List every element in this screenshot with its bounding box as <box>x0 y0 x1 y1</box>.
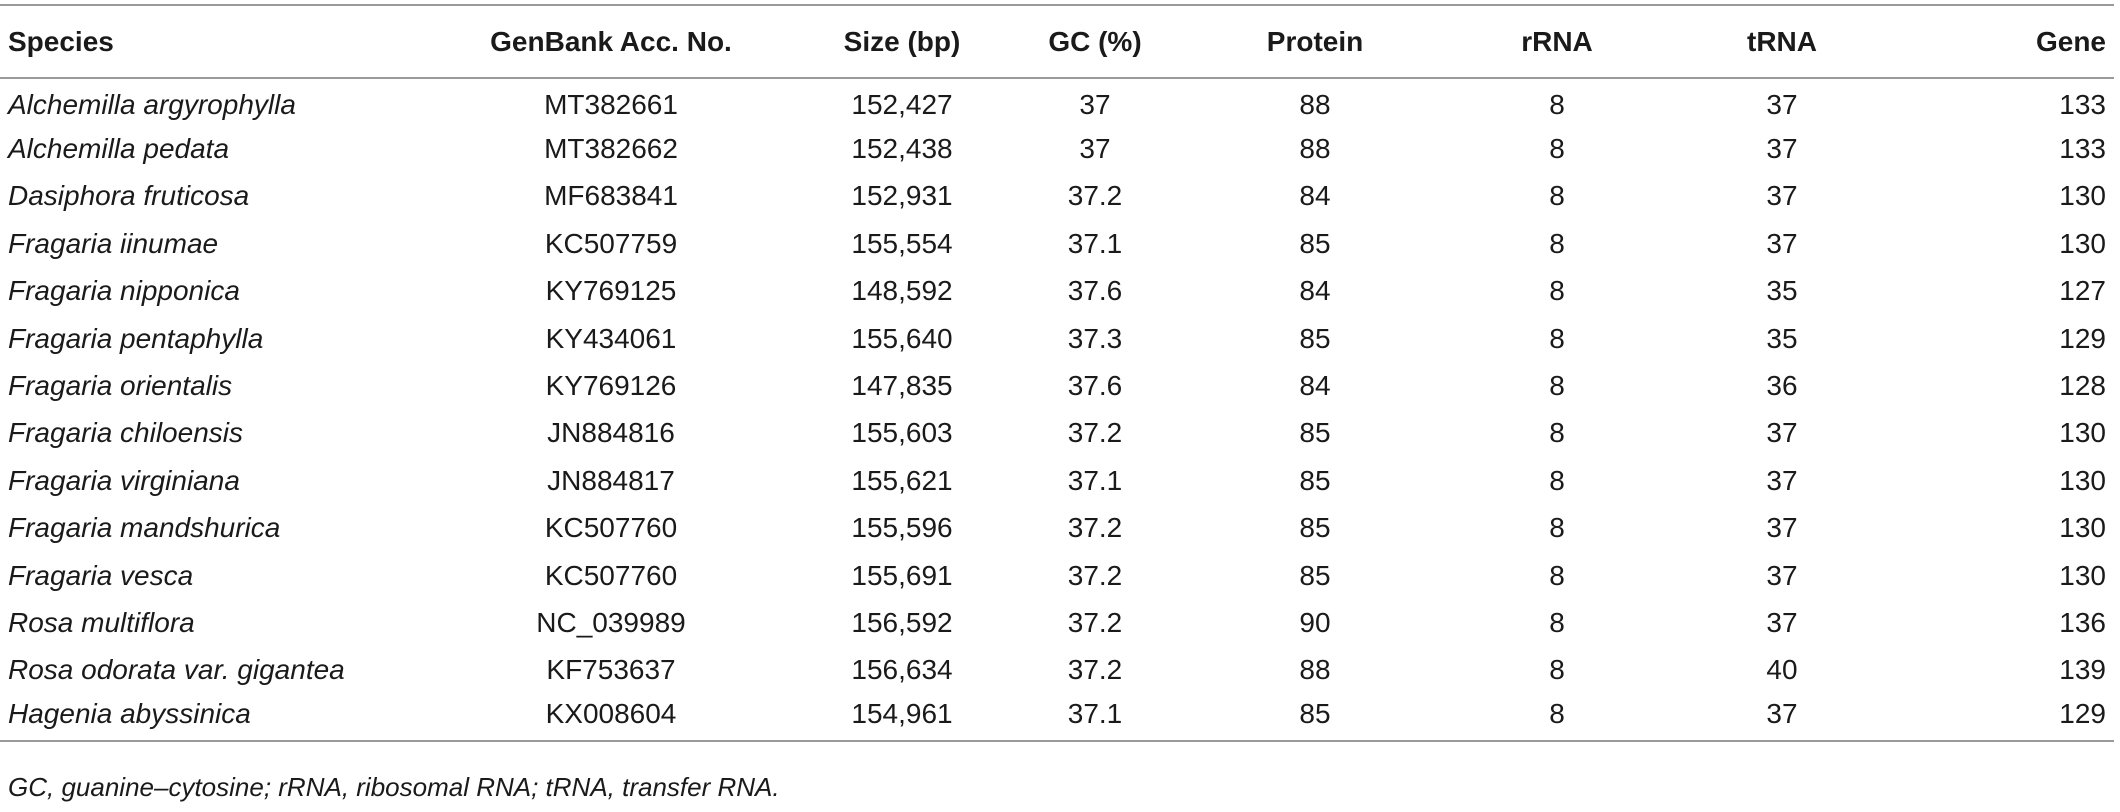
cell-species: Fragaria pentaphylla <box>8 322 264 354</box>
table-row <box>0 173 2114 220</box>
cell-species: Fragaria vesca <box>8 559 194 591</box>
cell-trna: 37 <box>1766 180 1798 212</box>
cell-gc: 37.6 <box>1067 275 1123 307</box>
cell-trna: 37 <box>1766 512 1798 544</box>
table-row <box>0 410 2114 457</box>
cell-species: Fragaria virginiana <box>8 464 240 496</box>
header-gene: Gene <box>1888 5 2114 78</box>
cell-species: Fragaria iinumae <box>8 227 219 259</box>
cell-gene: 139 <box>2059 654 2106 686</box>
cell-gc: 37.2 <box>1067 417 1123 449</box>
table-row <box>0 220 2114 267</box>
cell-rrna: 8 <box>1549 654 1565 686</box>
cell-gc: 37.2 <box>1067 559 1123 591</box>
cell-species: Fragaria mandshurica <box>8 512 281 544</box>
header-trna: tRNA <box>1676 5 1888 78</box>
cell-size: 155,640 <box>851 322 953 354</box>
cell-trna: 37 <box>1766 133 1798 165</box>
cell-genbank: KC507760 <box>544 559 678 591</box>
cell-gc: 37 <box>1079 89 1111 121</box>
cell-genbank: KC507759 <box>544 227 678 259</box>
cell-gc: 37.1 <box>998 694 1192 741</box>
cell-gene: 133 <box>2059 89 2106 121</box>
cell-gc: 37.2 <box>1067 606 1123 638</box>
cell-protein: 90 <box>1299 606 1331 638</box>
cell-gc: 37.1 <box>1067 464 1123 496</box>
cell-protein: 88 <box>1299 89 1331 121</box>
cell-rrna: 8 <box>1549 370 1565 402</box>
table-row <box>0 552 2114 599</box>
cell-size: 147,835 <box>851 370 953 402</box>
genome-features-table <box>0 4 2114 742</box>
table-footnote: GC, guanine–cytosine; rRNA, ribosomal RNA; tRNA, transfer RNA. <box>8 772 780 802</box>
cell-gene: 129 <box>2059 322 2106 354</box>
cell-genbank: JN884817 <box>547 464 675 496</box>
cell-size: 152,931 <box>851 180 953 212</box>
table-row <box>0 457 2114 504</box>
header-rrna: rRNA <box>1438 5 1676 78</box>
cell-species: Fragaria chiloensis <box>8 417 243 449</box>
cell-protein: 85 <box>1299 464 1331 496</box>
table-body <box>0 78 2114 741</box>
cell-size: 148,592 <box>851 275 953 307</box>
cell-size: 155,603 <box>851 417 953 449</box>
cell-protein: 85 <box>1299 322 1331 354</box>
cell-genbank: KC507760 <box>544 512 678 544</box>
cell-species: Fragaria nipponica <box>8 275 240 307</box>
cell-size: 152,438 <box>851 133 953 165</box>
cell-trna: 37 <box>1766 606 1798 638</box>
cell-trna: 35 <box>1766 322 1798 354</box>
table-row <box>0 599 2114 646</box>
table-row <box>0 78 2114 125</box>
cell-gene: 130 <box>2059 512 2106 544</box>
cell-rrna: 8 <box>1549 89 1565 121</box>
cell-size: 152,427 <box>851 89 953 121</box>
table-row <box>0 694 2114 741</box>
cell-trna: 35 <box>1766 275 1798 307</box>
header-size: Size (bp) <box>806 5 998 78</box>
cell-gc: 37.2 <box>1067 654 1123 686</box>
cell-gc: 37 <box>1079 133 1111 165</box>
table-row <box>0 362 2114 409</box>
cell-genbank: KY769125 <box>545 275 677 307</box>
cell-rrna: 8 <box>1549 606 1565 638</box>
cell-gc: 37.2 <box>1067 512 1123 544</box>
cell-size: 155,621 <box>851 464 953 496</box>
table-row <box>0 505 2114 552</box>
cell-gene: 133 <box>2059 133 2106 165</box>
cell-rrna: 8 <box>1549 464 1565 496</box>
cell-genbank: NC_039989 <box>536 606 686 638</box>
cell-size: 156,592 <box>851 606 953 638</box>
cell-protein: 85 <box>1299 559 1331 591</box>
cell-gc: 37.2 <box>1067 180 1123 212</box>
cell-species: Fragaria orientalis <box>8 370 233 402</box>
cell-trna: 37 <box>1766 464 1798 496</box>
cell-gene: 130 <box>2059 227 2106 259</box>
cell-species: Alchemilla argyrophylla <box>8 89 296 121</box>
cell-species: Hagenia abyssinica <box>0 694 416 741</box>
header-protein: Protein <box>1192 5 1438 78</box>
cell-gc: 37.6 <box>1067 370 1123 402</box>
cell-rrna: 8 <box>1549 180 1565 212</box>
cell-protein: 85 <box>1299 512 1331 544</box>
cell-gene: 128 <box>2059 370 2106 402</box>
cell-gene: 130 <box>2059 559 2106 591</box>
cell-genbank: JN884816 <box>547 417 675 449</box>
cell-protein: 88 <box>1299 654 1331 686</box>
table-row <box>0 125 2114 172</box>
table-row <box>0 647 2114 694</box>
cell-species: Rosa odorata var. gigantea <box>8 654 345 686</box>
cell-trna: 36 <box>1766 370 1798 402</box>
cell-rrna: 8 <box>1549 227 1565 259</box>
cell-rrna: 8 <box>1549 417 1565 449</box>
cell-size: 155,691 <box>851 559 953 591</box>
cell-genbank: KX008604 <box>416 694 806 741</box>
cell-gene: 136 <box>2059 606 2106 638</box>
cell-genbank: MT382662 <box>544 133 678 165</box>
cell-size: 154,961 <box>806 694 998 741</box>
cell-species: Rosa multiflora <box>8 606 195 638</box>
cell-gene: 130 <box>2059 464 2106 496</box>
cell-protein: 84 <box>1299 180 1331 212</box>
cell-genbank: MT382661 <box>544 89 678 121</box>
cell-protein: 84 <box>1299 275 1331 307</box>
cell-trna: 37 <box>1676 694 1888 741</box>
cell-rrna: 8 <box>1549 559 1565 591</box>
cell-rrna: 8 <box>1438 694 1676 741</box>
cell-rrna: 8 <box>1549 322 1565 354</box>
cell-gene: 130 <box>2059 180 2106 212</box>
cell-genbank: KY769126 <box>545 370 677 402</box>
header-row <box>0 5 2114 78</box>
cell-gene: 130 <box>2059 417 2106 449</box>
cell-protein: 88 <box>1299 133 1331 165</box>
cell-rrna: 8 <box>1549 133 1565 165</box>
table-header <box>0 5 2114 78</box>
cell-trna: 37 <box>1766 227 1798 259</box>
cell-trna: 40 <box>1766 654 1798 686</box>
cell-protein: 85 <box>1299 227 1331 259</box>
header-species: Species <box>0 5 416 78</box>
cell-protein: 85 <box>1192 694 1438 741</box>
header-genbank: GenBank Acc. No. <box>416 5 806 78</box>
cell-protein: 85 <box>1299 417 1331 449</box>
cell-gene: 127 <box>2059 275 2106 307</box>
cell-size: 155,554 <box>851 227 953 259</box>
header-gc: GC (%) <box>998 5 1192 78</box>
cell-species: Dasiphora fruticosa <box>8 180 250 212</box>
cell-species: Alchemilla pedata <box>8 133 230 165</box>
cell-protein: 84 <box>1299 370 1331 402</box>
cell-trna: 37 <box>1766 559 1798 591</box>
cell-gene: 129 <box>1888 694 2114 741</box>
cell-genbank: KF753637 <box>546 654 676 686</box>
cell-genbank: KY434061 <box>545 322 677 354</box>
cell-size: 156,634 <box>851 654 953 686</box>
table-row <box>0 315 2114 362</box>
cell-rrna: 8 <box>1549 275 1565 307</box>
table-row <box>0 268 2114 315</box>
cell-trna: 37 <box>1766 417 1798 449</box>
cell-rrna: 8 <box>1549 512 1565 544</box>
cell-size: 155,596 <box>851 512 953 544</box>
cell-gc: 37.1 <box>1067 227 1123 259</box>
cell-trna: 37 <box>1766 89 1798 121</box>
cell-gc: 37.3 <box>1067 322 1123 354</box>
cell-genbank: MF683841 <box>544 180 678 212</box>
